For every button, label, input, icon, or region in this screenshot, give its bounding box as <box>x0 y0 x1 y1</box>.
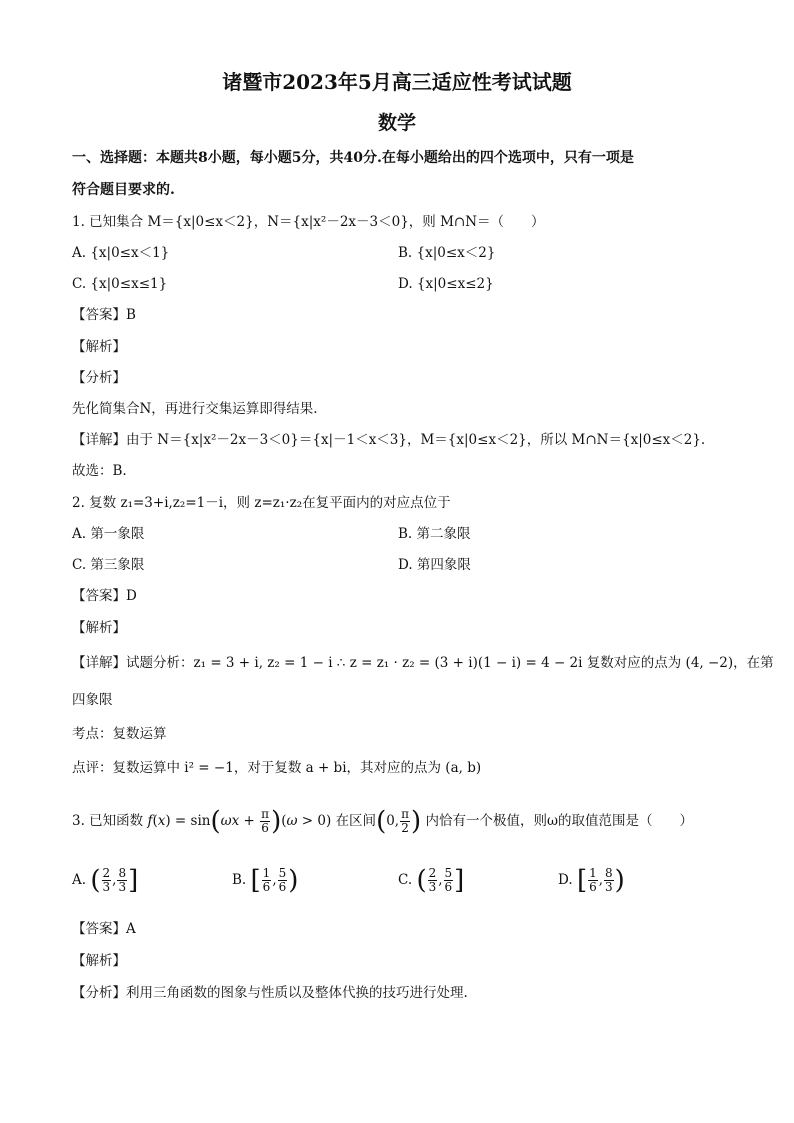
document-title: 诸暨市2023年5月高三适应性考试试题 <box>222 70 572 94</box>
q1-detail-text: 由于 N＝{x|x²－2x－3＜0}＝{x|－1＜x＜3}，M＝{x|0≤x＜2}，所以 M∩N＝{x|0≤x＜2}. <box>126 432 706 448</box>
q1-detail-row <box>72 430 705 450</box>
q3-fenxi-text: 利用三角函数的图象与性质以及整体代换的技巧进行处理. <box>126 985 468 1001</box>
q2-kaodian: 考点：复数运算 <box>72 726 167 742</box>
q1-answer-row <box>72 305 136 325</box>
q3-answer: A <box>126 921 136 937</box>
detail-label: 【详解】 <box>72 432 126 448</box>
q2-stem: 2. 复数 z₁=3+i,z₂=1－i，则 z=z₁·z₂在复平面内的对应点位于 <box>72 495 451 511</box>
answer-label: 【答案】 <box>72 588 126 604</box>
q3-function-formula: f(x) = sin(ωx + $\frac{\pi}{6}$ )(ω > 0) <box>147 806 332 837</box>
subject-title: 数学 <box>377 112 416 134</box>
section-heading-line2: 符合题目要求的. <box>72 182 175 198</box>
q2-option-c: C. 第三象限 <box>72 557 145 573</box>
q1-analysis-label <box>72 337 126 357</box>
section-heading-line1: 一、选择题：本题共8小题，每小题5分，共40分.在每小题给出的四个选项中，只有一项是 <box>72 150 634 166</box>
q2-answer-row <box>72 586 137 606</box>
analysis-label: 【解析】 <box>72 953 126 969</box>
q3-stem-prefix: 3. 已知函数 <box>72 813 144 829</box>
q2-dianping: 点评：复数运算中 i² = −1，对于复数 a + bi，其对应的点为 (a, b) <box>72 760 482 776</box>
q3-stem-mid: 在区间 <box>335 813 377 829</box>
q1-fenxi-label-row <box>72 368 126 388</box>
q1-option-a: A. {x|0≤x＜1} <box>72 245 170 261</box>
q3-option-d: D. [ $\frac{1}{6}$ , $\frac{8}{3}$ ) <box>558 865 625 896</box>
q1-analysis-text: 先化简集合N，再进行交集运算即得结果. <box>72 401 318 417</box>
q3-stem-suffix: 内恰有一个极值，则ω的取值范围是（ ） <box>425 813 693 829</box>
q3-fenxi-row <box>72 983 468 1003</box>
answer-label: 【答案】 <box>72 307 126 323</box>
q2-option-d: D. 第四象限 <box>398 557 471 573</box>
analysis-label: 【解析】 <box>72 339 126 355</box>
q1-option-c: C. {x|0≤x≤1} <box>72 276 168 292</box>
q1-conclusion: 故选：B. <box>72 463 127 479</box>
q3-analysis-label <box>72 951 126 971</box>
q3-answer-row <box>72 919 136 939</box>
q3-stem <box>72 806 693 836</box>
q3-option-c: C. ( $\frac{2}{3}$ , $\frac{5}{6}$ ] <box>398 865 465 896</box>
q3-option-c-letter: C. <box>398 872 413 888</box>
q3-option-b-letter: B. <box>232 872 247 888</box>
q3-option-a-letter: A. <box>72 872 87 888</box>
q2-detail-text: 试题分析：z₁ = 3 + i, z₂ = 1 − i ∴ z = z₁ · z₂ = (3 + i)(1 − i) = 4 − 2i 复数对应的点为 (4, −2)，在第 <box>126 655 774 671</box>
fenxi-label: 【分析】 <box>72 370 126 386</box>
detail-label: 【详解】 <box>72 655 126 671</box>
analysis-label: 【解析】 <box>72 620 126 636</box>
q3-option-a: A. ( $\frac{2}{3}$ , $\frac{8}{3}$ ] <box>72 865 139 896</box>
q3-option-d-letter: D. <box>558 872 573 888</box>
fenxi-label: 【分析】 <box>72 985 126 1001</box>
q2-answer: D <box>126 588 137 604</box>
q3-option-b: B. [ $\frac{1}{6}$ , $\frac{5}{6}$ ) <box>232 865 299 896</box>
q2-detail-text2: 四象限 <box>72 692 113 708</box>
q1-stem: 1. 已知集合 M＝{x|0≤x＜2}，N＝{x|x²－2x－3＜0}，则 M∩N＝（ ） <box>72 214 545 230</box>
q1-option-b: B. {x|0≤x＜2} <box>398 245 496 261</box>
q1-answer: B <box>126 307 136 323</box>
answer-label: 【答案】 <box>72 921 126 937</box>
q1-option-d: D. {x|0≤x≤2} <box>398 276 494 292</box>
q2-detail-row <box>72 653 774 673</box>
q2-option-a: A. 第一象限 <box>72 526 145 542</box>
q2-option-b: B. 第二象限 <box>398 526 471 542</box>
q2-analysis-label <box>72 618 126 638</box>
q3-interval: (0, $\frac{\pi}{2}$ ) <box>376 806 422 837</box>
